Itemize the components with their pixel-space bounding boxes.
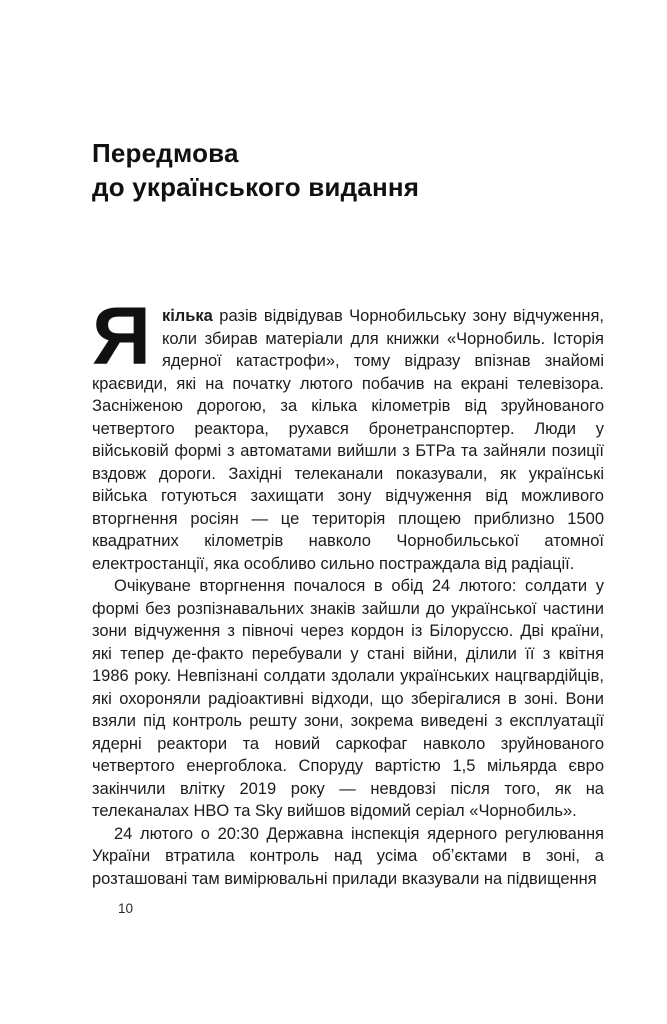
body-text — [92, 291, 604, 890]
page-number: 10 — [118, 901, 134, 916]
chapter-heading-line2: до українського видання — [92, 172, 420, 202]
paragraph-1-text: разів відвідував Чорнобильську зону відчуження, коли збирав матеріали для книжки «Чорнобиль. Історія ядерної катастрофи», тому відразу впізнав знайомі краєвиди, які на початку лютого побачив на екрані телевізора. Засніженою дорогою, за кілька кілометрів від зруйнованого четвертого реактора, рухався бронетранспортер. Люди у військовій формі з автоматами вийшли з БТРа та зайняли позиції вздовж дороги. Західні телеканали показували, як українські війська готуються захищати зону відчуження від можливого вторгнення росіян — це територія площею приблизно 1500 квадратних кілометрів навколо Чорнобильської атомної електростанції, яка особливо сильно постраждала від радіації. — [92, 307, 604, 573]
paragraph-2: Очікуване вторгнення почалося в обід 24 лютого: солдати у формі без розпізнавальних знаків зайшли до української частини зони відчуження з півночі через кордон із Білоруссю. Дві країни, які тепер де-факто перебували у стані війни, ділили її з квітня 1986 року. Невпізнані солдати здолали українських нацгвардійців, які охороняли радіоактивні відходи, що зберігалися в зоні. Вони взяли під контроль решту зони, зокрема виведені з експлуатації ядерні реактори та новий саркофаг навколо зруйнованого четвертого енергоблока. Споруду вартістю 1,5 мільярда євро закінчили влітку 2019 року — невдовзі після того, як на телеканалах HBO та Sky вийшов відомий серіал «Чорнобиль». — [92, 577, 604, 820]
chapter-heading — [92, 136, 419, 204]
paragraph-1 — [92, 291, 604, 575]
chapter-heading-line1: Передмова — [92, 138, 239, 168]
lead-word: кілька — [161, 307, 213, 325]
paragraph-3: 24 лютого о 20:30 Державна інспекція ядерного регулювання України втратила контроль над усіма обʼєктами в зоні, а розташовані там вимірювальні прилади вказували на підвищення — [92, 824, 604, 888]
drop-cap: Я — [92, 291, 151, 382]
